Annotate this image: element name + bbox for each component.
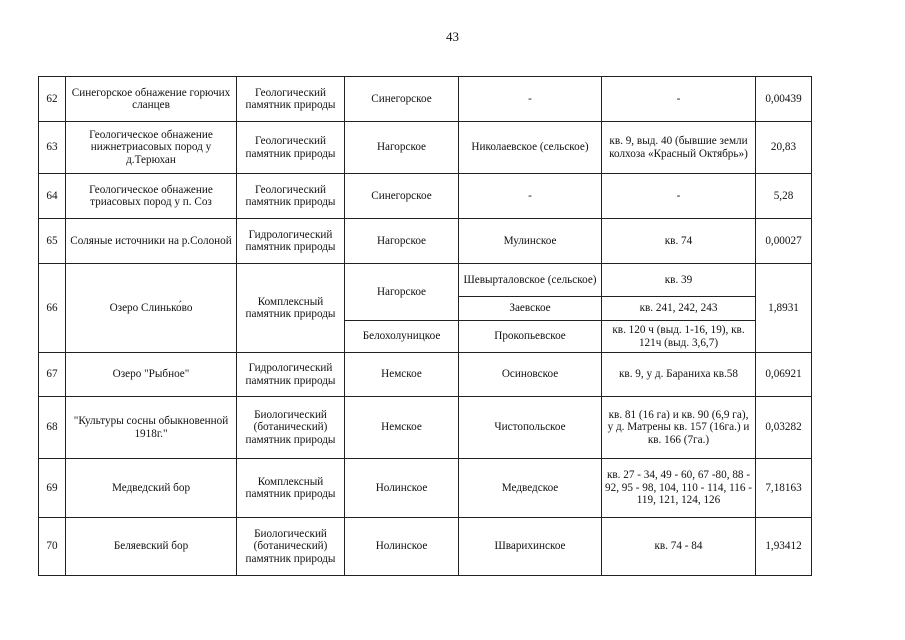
row-number: 66 (39, 264, 66, 353)
settlement: Осиновское (459, 353, 602, 397)
monument-name: Медведский бор (66, 459, 237, 518)
location: кв. 120 ч (выд. 1-16, 19), кв. 121ч (выд. 3,6,7) (602, 321, 756, 353)
monument-name: Соляные источники на р.Солоной (66, 219, 237, 264)
table-row (39, 518, 812, 576)
table-row (39, 219, 812, 264)
row-number: 70 (39, 518, 66, 576)
monument-name: Озеро "Рыбное" (66, 353, 237, 397)
table-row (39, 459, 812, 518)
location: - (602, 174, 756, 219)
area: 1,93412 (756, 518, 812, 576)
location: кв. 241, 242, 243 (602, 297, 756, 321)
row-number: 69 (39, 459, 66, 518)
district: Нагорское (345, 219, 459, 264)
monument-type: Геологический памятник природы (237, 174, 345, 219)
area: 5,28 (756, 174, 812, 219)
settlement: Прокопьевское (459, 321, 602, 353)
settlement: Шварихинское (459, 518, 602, 576)
area: 20,83 (756, 122, 812, 174)
monument-type: Геологический памятник природы (237, 77, 345, 122)
table-row (39, 77, 812, 122)
area: 7,18163 (756, 459, 812, 518)
row-number: 62 (39, 77, 66, 122)
settlement: Шевырталовское (сельское) (459, 264, 602, 297)
row-number: 65 (39, 219, 66, 264)
area: 0,06921 (756, 353, 812, 397)
settlement: - (459, 174, 602, 219)
settlement: Заевское (459, 297, 602, 321)
location: кв. 9, у д. Бараниха кв.58 (602, 353, 756, 397)
monument-type: Гидрологический памятник природы (237, 219, 345, 264)
district: Синегорское (345, 77, 459, 122)
district: Немское (345, 353, 459, 397)
row-number: 63 (39, 122, 66, 174)
location: кв. 74 (602, 219, 756, 264)
row-number: 68 (39, 397, 66, 459)
district: Синегорское (345, 174, 459, 219)
nature-monuments-table (38, 76, 812, 576)
district: Немское (345, 397, 459, 459)
location: кв. 81 (16 га) и кв. 90 (6,9 га), у д. Матрены кв. 157 (16га.) и кв. 166 (7га.) (602, 397, 756, 459)
monument-name: Геологическое обнажение нижнетриасовых пород у д.Терюхан (66, 122, 237, 174)
monument-name: Озеро Слинько́во (66, 264, 237, 353)
area: 1,8931 (756, 264, 812, 353)
location: - (602, 77, 756, 122)
settlement: Николаевское (сельское) (459, 122, 602, 174)
table-row (39, 397, 812, 459)
location: кв. 74 - 84 (602, 518, 756, 576)
monument-type: Гидрологический памятник природы (237, 353, 345, 397)
settlement: Чистопольское (459, 397, 602, 459)
table-row (39, 353, 812, 397)
location: кв. 27 - 34, 49 - 60, 67 -80, 88 - 92, 95 - 98, 104, 110 - 114, 116 - 119, 121, 124, 126 (602, 459, 756, 518)
area: 0,00027 (756, 219, 812, 264)
district: Белохолуницкое (345, 321, 459, 353)
district: Нолинское (345, 459, 459, 518)
page-number: 43 (446, 29, 459, 44)
table-row (39, 174, 812, 219)
monument-type: Комплексный памятник природы (237, 459, 345, 518)
monument-name: "Культуры сосны обыкновенной 1918г." (66, 397, 237, 459)
monument-name: Беляевский бор (66, 518, 237, 576)
settlement: Мулинское (459, 219, 602, 264)
location: кв. 39 (602, 264, 756, 297)
monument-type: Комплексный памятник природы (237, 264, 345, 353)
monument-name: Синегорское обнажение горючих сланцев (66, 77, 237, 122)
monument-type: Геологический памятник природы (237, 122, 345, 174)
location: кв. 9, выд. 40 (бывшие земли колхоза «Красный Октябрь») (602, 122, 756, 174)
settlement: Медведское (459, 459, 602, 518)
monument-name: Геологическое обнажение триасовых пород у п. Соз (66, 174, 237, 219)
row-number: 64 (39, 174, 66, 219)
area: 0,03282 (756, 397, 812, 459)
settlement: - (459, 77, 602, 122)
area: 0,00439 (756, 77, 812, 122)
table-row (39, 264, 812, 297)
district: Нагорское (345, 264, 459, 321)
monument-type: Биологический (ботанический) памятник природы (237, 518, 345, 576)
monument-type: Биологический (ботанический) памятник природы (237, 397, 345, 459)
table-row (39, 122, 812, 174)
district: Нагорское (345, 122, 459, 174)
district: Нолинское (345, 518, 459, 576)
row-number: 67 (39, 353, 66, 397)
